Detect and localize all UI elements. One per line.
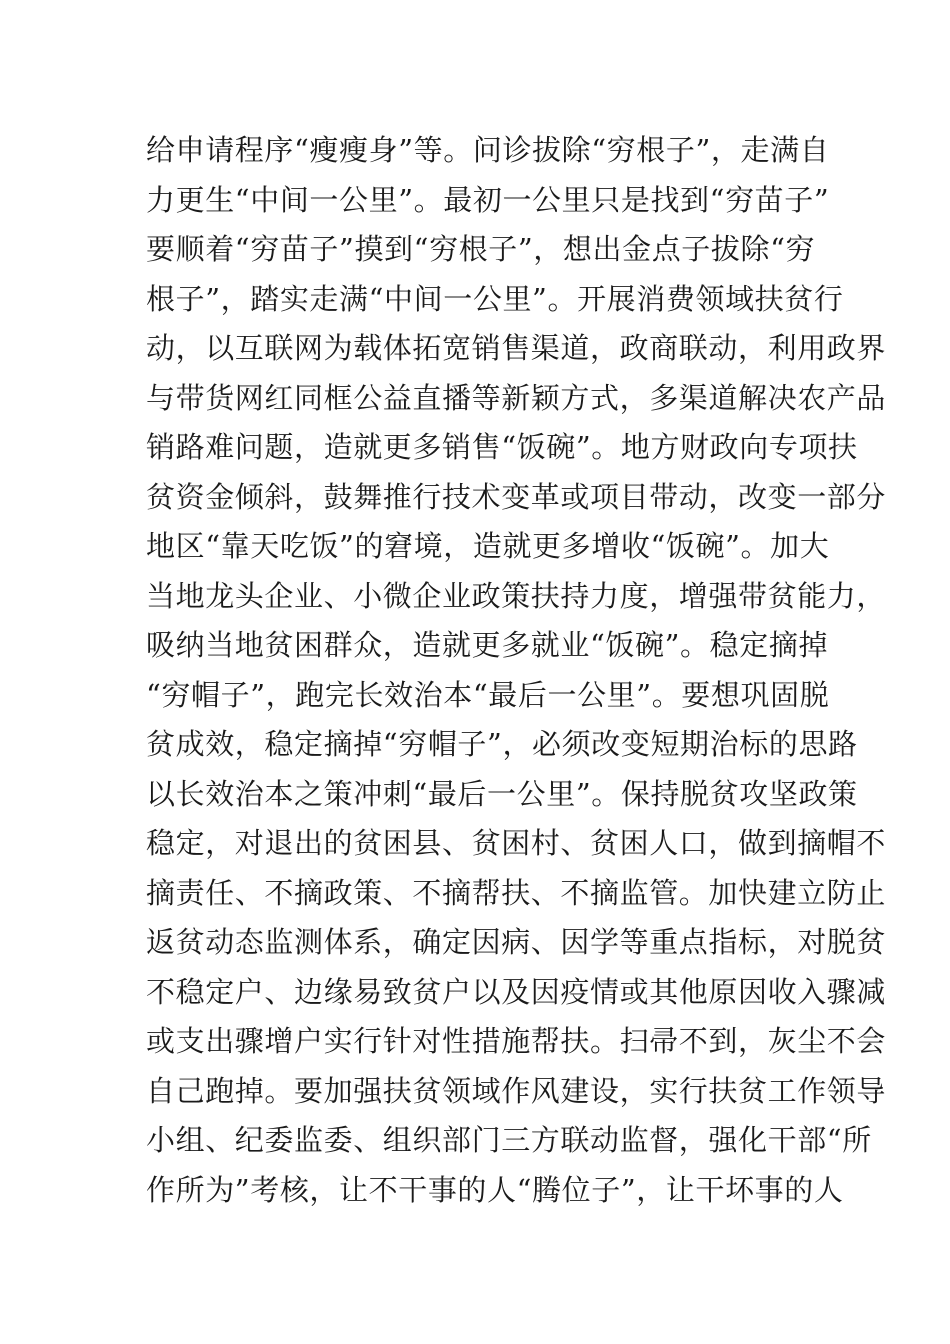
text-line: 与带货网红同框公益直播等新颖方式，多渠道解决农产品 <box>146 380 887 415</box>
text-line: 小组、纪委监委、组织部门三方联动监督，强化干部“所 <box>146 1123 872 1157</box>
text-line: 贫资金倾斜，鼓舞推行技术变革或项目带动，改变一部分 <box>146 479 887 514</box>
text-line: “穷帽子”，跑完长效治本“最后一公里”。要想巩固脱 <box>146 677 830 712</box>
body-paragraph <box>146 126 887 1215</box>
text-line: 力更生“中间一公里”。最初一公里只是找到“穷苗子” <box>146 182 830 217</box>
text-line: 给申请程序“瘦瘦身”等。问诊拔除“穷根子”，走满自 <box>146 133 830 167</box>
text-line: 不稳定户、边缘易致贫户以及因疫情或其他原因收入骤减 <box>146 974 887 1009</box>
text-line: 作所为”考核，让不干事的人“腾位子”，让干坏事的人 <box>146 1172 844 1207</box>
text-line: 动，以互联网为载体拓宽销售渠道，政商联动，利用政界 <box>146 331 887 365</box>
text-line: 以长效治本之策冲刺“最后一公里”。保持脱贫攻坚政策 <box>146 776 858 811</box>
text-line: 吸纳当地贫困群众，造就更多就业“饭碗”。稳定摘掉 <box>146 628 829 662</box>
text-line: 当地龙头企业、小微企业政策扶持力度，增强带贫能力， <box>146 578 887 613</box>
text-line: 摘责任、不摘政策、不摘帮扶、不摘监管。加快建立防止 <box>146 875 887 910</box>
text-line: 销路难问题，造就更多销售“饭碗”。地方财政向专项扶 <box>146 430 858 464</box>
text-line: 贫成效，稳定摘掉“穷帽子”，必须改变短期治标的思路 <box>146 727 858 761</box>
text-line: 根子”，踏实走满“中间一公里”。开展消费领域扶贫行 <box>146 281 844 316</box>
text-line: 返贫动态监测体系，确定因病、因学等重点指标，对脱贫 <box>146 925 887 959</box>
text-line: 地区“靠天吃饭”的窘境，造就更多增收“饭碗”。加大 <box>146 529 830 563</box>
text-line: 或支出骤增户实行针对性措施帮扶。扫帚不到，灰尘不会 <box>146 1024 887 1058</box>
text-line: 要顺着“穷苗子”摸到“穷根子”，想出金点子拔除“穷 <box>146 232 816 266</box>
text-line: 自己跑掉。要加强扶贫领域作风建设，实行扶贫工作领导 <box>146 1073 887 1108</box>
text-line: 稳定，对退出的贫困县、贫困村、贫困人口，做到摘帽不 <box>146 826 887 860</box>
